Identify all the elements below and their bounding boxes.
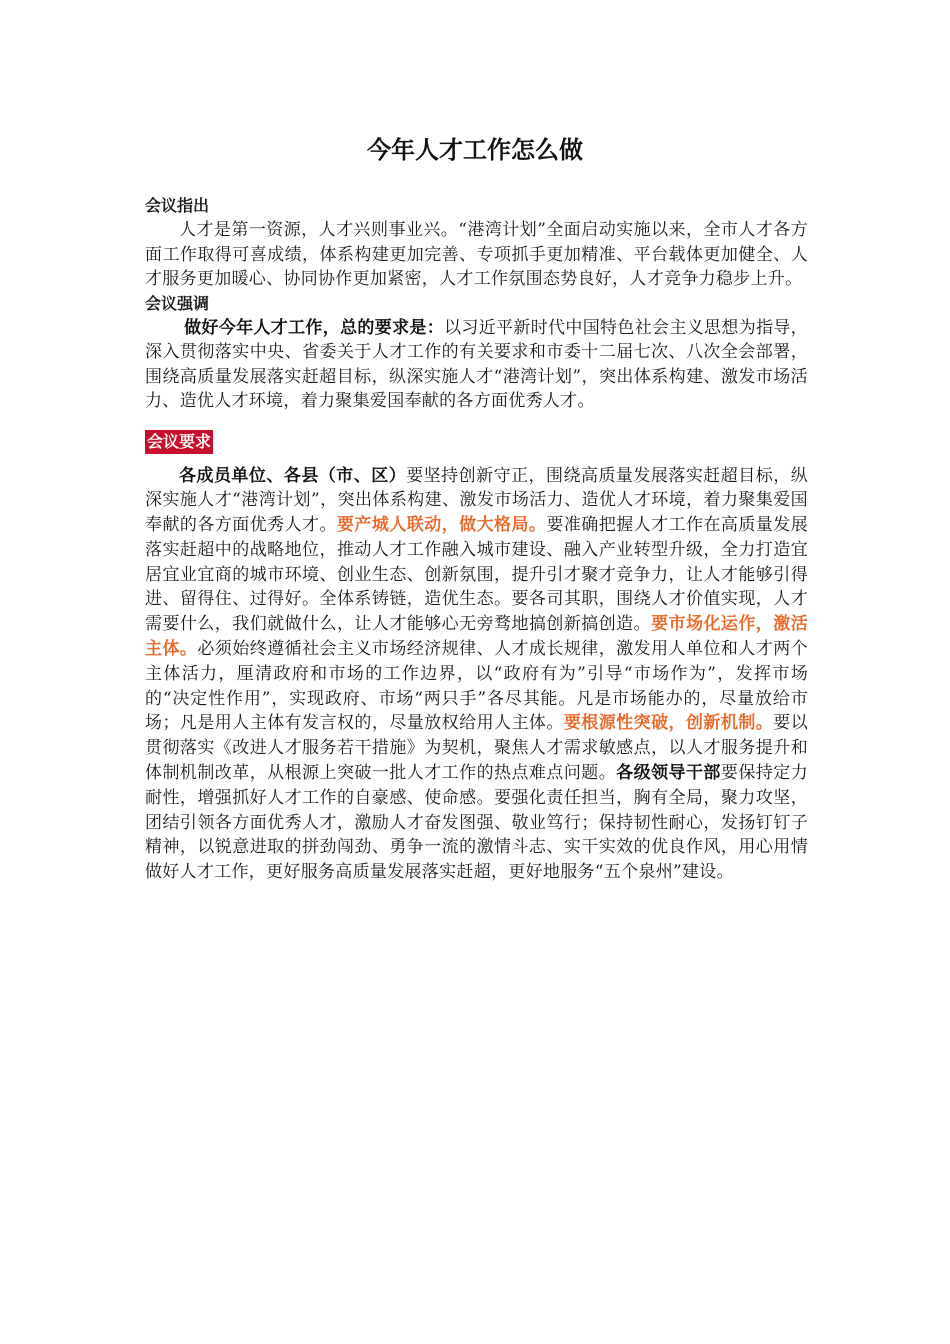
paragraph-bold-lead: 各级领导干部: [616, 763, 721, 784]
document-body: [145, 194, 808, 885]
highlight-text: 要产城人联动，做大格局。: [336, 515, 547, 536]
section-paragraph-meeting-pointed: 人才是第一资源，人才兴则事业兴。“港湾计划”全面启动实施以来，全市人才各方面工作取得可喜成绩，体系构建更加完善、专项抓手更加精准、平台载体更加健全、人才服务更加暖心、协同协作更加紧密，人才工作氛围态势良好，人才竞争力稳步上升。: [145, 220, 808, 289]
section-heading-badge-requirements: 会议要求: [145, 430, 213, 454]
requirements-heading-row: [145, 430, 808, 458]
document-title: 今年人才工作怎么做: [367, 136, 583, 164]
paragraph-text: 要保持定力耐性，增强抓好人才工作的自豪感、使命感。要强化责任担当，胸有全局，聚力攻坚，团结引领各方面优秀人才，激励人才奋发图强、敬业笃行；保持韧性耐心，发扬钉钉子精神，以锐意进取的拼劲闯劲、勇争一流的激情斗志、实干实效的优良作风，用心用情做好人才工作，更好服务高质量发展落实赶超，更好地服务“五个泉州”建设。: [145, 763, 808, 883]
highlight-text: 要根源性突破，创新机制。: [563, 713, 774, 734]
paragraph-text: 要以贯彻落实《改进人才服务若干措施》为契机，聚焦人才需求敏感点，以人才服务提升和体制机制改革，从根源上突破一批人才工作的热点难点问题。: [145, 713, 809, 784]
paragraph-text: 要准确把握人才工作在高质量发展落实赶超中的战略地位，推动人才工作融入城市建设、融入产业转型升级，全力打造宜居宜业宜商的城市环境、创业生态、创新氛围，提升引才聚才竞争力，让人才能够引得进、留得住、过得好。全体系铸链，造优生态。要各司其职，围绕人才价值实现，人才需要什么，我们就做什么，让人才能够心无旁骛地搞创新搞创造。: [145, 515, 809, 635]
section-paragraph-requirements: [145, 464, 808, 886]
paragraph-bold-lead: 各成员单位、各县（市、区）: [179, 465, 407, 486]
paragraph-text: 要坚持创新守正，围绕高质量发展落实赶超目标，纵深实施人才“港湾计划”，突出体系构建、激发市场活力、造优人才环境，着力聚集爱国奉献的各方面优秀人才。: [145, 465, 808, 536]
highlight-text: 要市场化运作，激活主体。: [145, 614, 809, 660]
paragraph-text: 必须始终遵循社会主义市场经济规律、人才成长规律，激发用人单位和人才两个主体活力，厘清政府和市场的工作边界，以“政府有为”引导“市场作为”，发挥市场的“决定性作用”，实现政府、市场“两只手”各尽其能。凡是市场能办的，尽量放给市场；凡是用人主体有发言权的，尽量放权给用人主体。: [145, 639, 808, 734]
paragraph-bold-lead: 做好今年人才工作，总的要求是：: [184, 317, 445, 338]
section-paragraph-meeting-emphasized: [145, 316, 808, 414]
section-heading-meeting-pointed: 会议指出: [145, 196, 210, 215]
paragraph-text: 以习近平新时代中国特色社会主义思想为指导，深入贯彻落实中央、省委关于人才工作的有关要求和市委十二届七次、八次全会部署，围绕高质量发展落实赶超目标，纵深实施人才“港湾计划”，突出体系构建、激发市场活力、造优人才环境，着力聚集爱国奉献的各方面优秀人才。: [145, 317, 808, 411]
section-heading-meeting-emphasized: 会议强调: [145, 293, 210, 313]
